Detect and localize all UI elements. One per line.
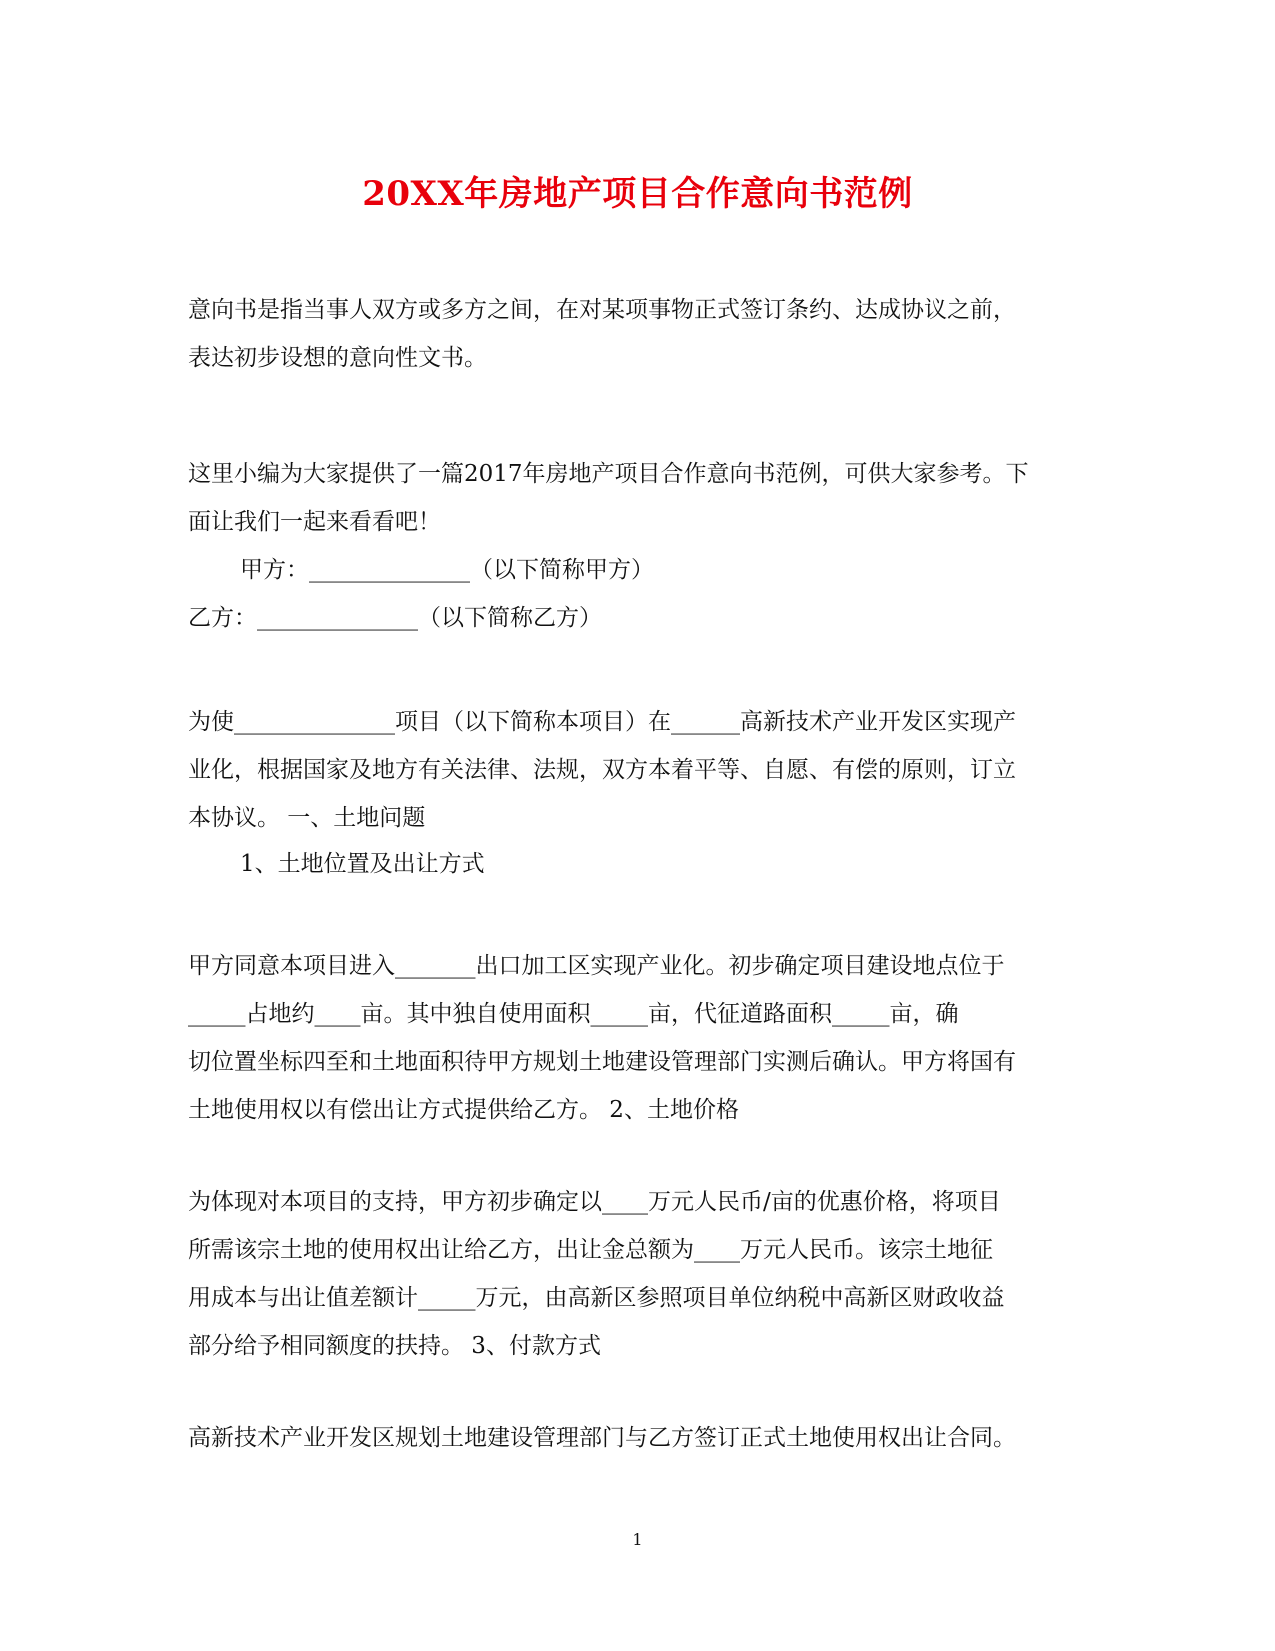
text-line: 表达初步设想的意向性文书。 <box>188 345 487 371</box>
paragraph-editor-note <box>188 450 1088 546</box>
text-line: 面让我们一起来看看吧！ <box>188 509 441 535</box>
text-line: 1、土地位置及出让方式 <box>240 851 485 877</box>
text-line: 部分给予相同额度的扶持。 3、付款方式 <box>188 1333 601 1359</box>
text-line: 所需该宗土地的使用权出让给乙方，出让金总额为____万元人民币。该宗土地征 <box>188 1237 993 1263</box>
paragraph-intro <box>188 286 1088 382</box>
paragraph-payment <box>188 1414 1088 1462</box>
paragraph-land-price <box>188 1178 1088 1370</box>
text-line: 甲方：______________（以下简称甲方） <box>240 557 654 583</box>
text-line: 意向书是指当事人双方或多方之间，在对某项事物正式签订条约、达成协议之前， <box>188 297 1016 323</box>
text-line: 为使______________项目（以下简称本项目）在______高新技术产业开发区实现产 <box>188 709 1016 735</box>
text-line: 甲方同意本项目进入_______出口加工区实现产业化。初步确定项目建设地点位于 <box>188 953 1005 979</box>
text-line: 乙方：______________（以下简称乙方） <box>188 605 602 631</box>
text-line: _____占地约____亩。其中独自使用面积_____亩，代征道路面积_____亩，确 <box>188 1001 959 1027</box>
text-line: 本协议。 一、土地问题 <box>188 805 426 831</box>
text-line: 土地使用权以有偿出让方式提供给乙方。 2、土地价格 <box>188 1097 739 1123</box>
paragraph-party-b <box>188 594 1088 642</box>
text-line: 用成本与出让值差额计_____万元，由高新区参照项目单位纳税中高新区财政收益 <box>188 1285 1005 1311</box>
text-line: 为体现对本项目的支持，甲方初步确定以____万元人民币/亩的优惠价格，将项目 <box>188 1189 1001 1215</box>
page-number: 1 <box>632 1530 643 1549</box>
paragraph-party-a <box>188 546 1140 594</box>
paragraph-purpose <box>188 698 1088 842</box>
text-line: 业化，根据国家及地方有关法律、法规，双方本着平等、自愿、有偿的原则，订立 <box>188 757 1016 783</box>
paragraph-land-location <box>188 942 1088 1134</box>
text-line: 高新技术产业开发区规划土地建设管理部门与乙方签订正式土地使用权出让合同。 <box>188 1425 1016 1451</box>
document-title: 20XX年房地产项目合作意向书范例 <box>362 174 913 214</box>
text-line: 切位置坐标四至和土地面积待甲方规划土地建设管理部门实测后确认。甲方将国有 <box>188 1049 1016 1075</box>
text-line: 这里小编为大家提供了一篇2017年房地产项目合作意向书范例，可供大家参考。下 <box>188 461 1029 487</box>
heading-land-location <box>188 840 1140 888</box>
